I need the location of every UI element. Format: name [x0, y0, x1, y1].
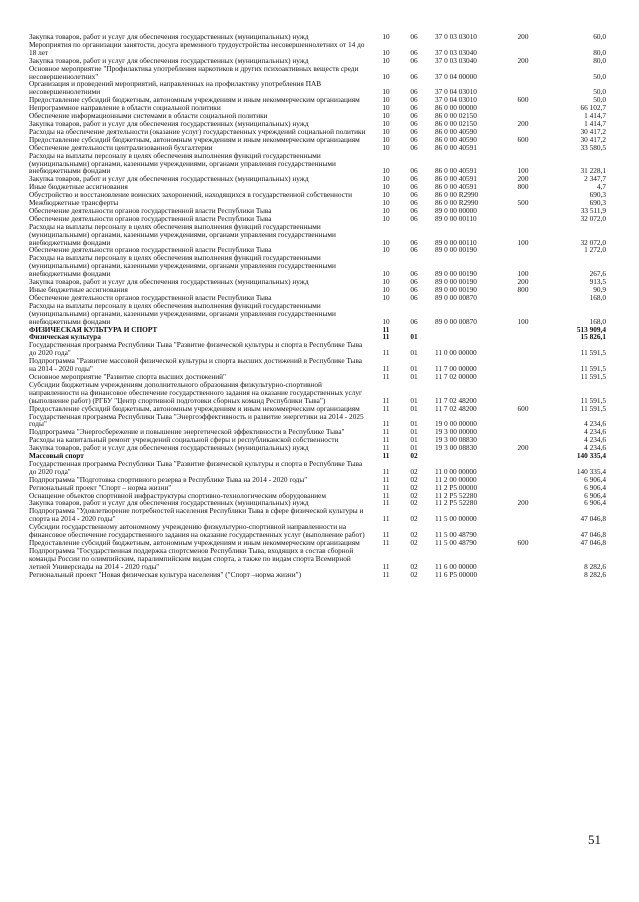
row-section: 10	[382, 103, 390, 113]
row-target-code: 11 7 00 00000	[435, 364, 477, 374]
row-name: Предоставление субсидий бюджетным, автономным учреждениям и иным некоммерческим организациям	[29, 538, 360, 547]
row-amount: 140 335,4	[576, 451, 606, 461]
row-target-code: 19 3 00 08830	[435, 443, 477, 453]
row-target-code: 37 0 04 00000	[435, 71, 477, 81]
row-name: Государственная программа Республики Тыва "Энергоэффективность и развитие энергетики на 2014 - 2025 годы"	[29, 411, 364, 429]
row-section: 10	[382, 71, 390, 81]
row-subsection: 02	[410, 538, 418, 547]
row-expense-type: 200	[517, 498, 529, 508]
row-section: 10	[382, 198, 390, 208]
row-amount: 11 591,5	[580, 403, 606, 413]
row-target-code: 11 2 P5 52280	[435, 490, 478, 500]
row-expense-type: 200	[517, 443, 529, 453]
row-subsection: 02	[410, 561, 418, 571]
row-target-code: 37 0 04 03010	[435, 87, 477, 97]
row-expense-type: 600	[517, 538, 529, 547]
row-section: 11	[382, 364, 390, 374]
row-expense-type: 600	[517, 134, 529, 144]
row-name: Подпрограмма "Энергосбережение и повышение энергетической эффективности в Республике Тыва"	[29, 427, 345, 437]
row-subsection: 06	[410, 95, 418, 105]
row-name: Закупка товаров, работ и услуг для обеспечения государственных (муниципальных) нужд	[29, 174, 309, 184]
row-subsection: 01	[410, 371, 418, 381]
row-subsection: 06	[410, 292, 418, 302]
row-amount: 60,0	[593, 32, 606, 41]
row-name: Закупка товаров, работ и услуг для обеспечения государственных (муниципальных) нужд	[29, 498, 309, 508]
row-target-code: 19 0 00 00000	[435, 419, 477, 429]
row-name: Закупка товаров, работ и услуг для обеспечения государственных (муниципальных) нужд	[29, 55, 309, 65]
row-amount: 690,3	[589, 198, 606, 208]
row-section: 10	[382, 134, 390, 144]
row-amount: 4 234,6	[584, 435, 606, 445]
row-expense-type: 600	[517, 403, 529, 413]
row-name: Государственная программа Республики Тыва "Развитие физической культуры и спорта в Республике Тыва до 2020 года"	[29, 340, 363, 358]
row-target-code: 37 0 03 03010	[435, 32, 477, 41]
row-subsection: 02	[410, 530, 418, 540]
table-row	[29, 65, 615, 81]
row-subsection: 06	[410, 71, 418, 81]
row-target-code: 86 0 00 02150	[435, 118, 477, 128]
row-target-code: 37 0 03 03040	[435, 47, 477, 57]
table-row	[29, 223, 615, 247]
row-name: Закупка товаров, работ и услуг для обеспечения государственных (муниципальных) нужд	[29, 118, 309, 128]
row-expense-type: 200	[517, 174, 529, 184]
row-target-code: 89 0 00 00870	[435, 316, 477, 326]
table-row	[29, 326, 615, 334]
row-name: Основное мероприятие "Развитие спорта высших достижений"	[29, 371, 227, 381]
row-section: 10	[382, 126, 390, 136]
row-subsection: 01	[410, 427, 418, 437]
row-amount: 47 046,8	[580, 514, 606, 524]
row-amount: 168,0	[589, 316, 606, 326]
row-name: Региональный проект "Новая физическая культура населения" ("Спорт –норма жизни")	[29, 569, 302, 579]
table-row	[29, 413, 615, 429]
row-name: Расходы на обеспечение деятельности (оказание услуг) государственных учреждений социальной политики	[29, 126, 366, 136]
row-target-code: 86 0 00 40591	[435, 182, 477, 192]
table-row	[29, 80, 615, 96]
row-section: 11	[382, 530, 390, 540]
row-name: Обустройство и восстановление воинских захоронений, находящихся в государственной собственности	[29, 190, 353, 200]
row-name: Расходы на выплаты персоналу в целях обеспечения выполнения функций государственными (муниципальными) органами, казенными учреждениями, органами управления государственными внебюджетными фондами	[29, 253, 336, 279]
row-subsection: 02	[410, 498, 418, 508]
row-name: Субсидии бюджетным учреждениям дополнительного образования физкультурно-спортивной направленности на финансовое обеспечение государственного задания на оказание государственных услуг (выполнение работ) (РГБУ "Центр спортивной подготовки сборных команд Республики Тыва")	[29, 379, 362, 405]
row-section: 11	[382, 490, 390, 500]
row-subsection: 06	[410, 55, 418, 65]
row-subsection: 01	[410, 364, 418, 374]
row-subsection: 06	[410, 87, 418, 97]
row-amount: 32 072,0	[580, 237, 606, 247]
row-target-code: 86 0 00 40590	[435, 134, 477, 144]
row-expense-type: 100	[517, 237, 529, 247]
row-expense-type: 200	[517, 118, 529, 128]
row-amount: 15 826,1	[580, 332, 606, 342]
row-section: 11	[382, 443, 390, 453]
row-name: Обеспечение деятельности органов государственной власти Республики Тыва	[29, 245, 272, 255]
row-amount: 690,3	[589, 190, 606, 200]
row-name: Предоставление субсидий бюджетным, автономным учреждениям и иным некоммерческим организациям	[29, 95, 360, 105]
row-amount: 80,0	[593, 55, 606, 65]
row-section: 10	[382, 174, 390, 184]
row-subsection: 06	[410, 32, 418, 41]
row-section: 11	[382, 427, 390, 437]
row-subsection: 01	[410, 435, 418, 445]
row-section: 10	[382, 269, 390, 279]
row-section: 10	[382, 285, 390, 294]
table-row	[29, 381, 615, 405]
row-expense-type: 100	[517, 166, 529, 176]
row-subsection: 06	[410, 316, 418, 326]
row-section: 10	[382, 111, 390, 121]
row-section: 11	[382, 435, 390, 445]
row-amount: 50,0	[593, 87, 606, 97]
row-name: ФИЗИЧЕСКАЯ КУЛЬТУРА И СПОРТ	[29, 324, 158, 334]
row-section: 10	[382, 87, 390, 97]
row-amount: 11 591,5	[580, 395, 606, 405]
row-subsection: 01	[410, 332, 418, 342]
row-target-code: 89 0 00 00110	[435, 237, 477, 247]
row-subsection: 01	[410, 419, 418, 429]
row-target-code: 89 0 00 00190	[435, 285, 477, 294]
row-subsection: 06	[410, 174, 418, 184]
row-amount: 11 591,5	[580, 371, 606, 381]
row-amount: 6 906,4	[584, 474, 606, 484]
row-target-code: 89 0 00 00110	[435, 213, 477, 223]
row-section: 10	[382, 182, 390, 192]
row-subsection: 02	[410, 466, 418, 476]
row-amount: 11 591,5	[580, 348, 606, 358]
row-name: Обеспечение деятельности органов государственной власти Республики Тыва	[29, 205, 272, 215]
row-target-code: 86 0 00 40591	[435, 166, 477, 176]
row-amount: 8 282,6	[584, 561, 606, 571]
row-name: Оснащение объектов спортивной инфраструктуры спортивно-технологическим оборудованием	[29, 490, 326, 500]
table-row	[29, 507, 615, 523]
row-subsection: 02	[410, 569, 418, 579]
row-expense-type: 800	[517, 285, 529, 294]
row-amount: 50,0	[593, 95, 606, 105]
row-amount: 11 591,5	[580, 364, 606, 374]
row-section: 10	[382, 32, 390, 41]
row-section: 10	[382, 118, 390, 128]
row-name: Субсидии государственному автономному учреждению физкультурно-спортивной направленности на финансовое обеспечение государственного задания на оказание государственных услуг (выполнение работ)	[29, 522, 365, 540]
row-section: 11	[382, 348, 390, 358]
row-amount: 1 414,7	[584, 118, 606, 128]
row-subsection: 06	[410, 111, 418, 121]
row-name: Расходы на выплаты персоналу в целях обеспечения выполнения функций государственными (муниципальными) органами, казенными учреждениями, органами управления государственными внебюджетными фондами	[29, 221, 336, 247]
row-section: 11	[382, 561, 390, 571]
row-section: 10	[382, 316, 390, 326]
row-subsection: 06	[410, 277, 418, 287]
row-section: 10	[382, 166, 390, 176]
row-section: 11	[382, 403, 390, 413]
row-section: 11	[382, 569, 390, 579]
row-target-code: 86 0 00 R2990	[435, 198, 479, 208]
table-row	[29, 547, 615, 571]
row-expense-type: 200	[517, 55, 529, 65]
row-section: 11	[382, 419, 390, 429]
row-amount: 47 046,8	[580, 530, 606, 540]
row-name: Иные бюджетные ассигнования	[29, 182, 128, 192]
row-subsection: 01	[410, 348, 418, 358]
row-expense-type: 200	[517, 32, 529, 41]
row-section: 11	[382, 482, 390, 492]
row-subsection: 02	[410, 474, 418, 484]
table-row	[29, 41, 615, 57]
row-name: Закупка товаров, работ и услуг для обеспечения государственных (муниципальных) нужд	[29, 277, 309, 287]
row-amount: 140 335,4	[576, 466, 606, 476]
row-subsection: 02	[410, 451, 418, 461]
row-target-code: 11 2 P5 00000	[435, 482, 478, 492]
row-amount: 6 906,4	[584, 482, 606, 492]
row-amount: 80,0	[593, 47, 606, 57]
row-amount: 31 228,1	[580, 166, 606, 176]
row-target-code: 86 0 00 R2990	[435, 190, 479, 200]
row-amount: 66 102,7	[580, 103, 606, 113]
row-target-code: 89 0 00 00000	[435, 205, 477, 215]
row-section: 11	[382, 332, 390, 342]
row-subsection: 06	[410, 182, 418, 192]
row-target-code: 11 6 00 00000	[435, 561, 477, 571]
row-amount: 1 272,0	[584, 245, 606, 255]
row-section: 10	[382, 95, 390, 105]
row-amount: 4 234,6	[584, 443, 606, 453]
row-name: Обеспечение деятельности органов государственной власти Республики Тыва	[29, 213, 272, 223]
row-amount: 32 072,0	[580, 213, 606, 223]
row-amount: 6 906,4	[584, 490, 606, 500]
row-amount: 6 906,4	[584, 498, 606, 508]
row-amount: 33 580,5	[580, 142, 606, 152]
row-section: 10	[382, 237, 390, 247]
row-name: Обеспечение деятельности органов государственной власти Республики Тыва	[29, 292, 272, 302]
row-section: 11	[382, 538, 390, 547]
row-target-code: 11 5 00 00000	[435, 514, 477, 524]
row-section: 10	[382, 277, 390, 287]
row-subsection: 06	[410, 198, 418, 208]
row-subsection: 06	[410, 126, 418, 136]
row-section: 10	[382, 142, 390, 152]
table-row	[29, 152, 615, 176]
row-name: Государственная программа Республики Тыва "Развитие физической культуры и спорта в Республике Тыва до 2020 года"	[29, 458, 363, 476]
row-amount: 4 234,6	[584, 427, 606, 437]
row-target-code: 11 2 00 00000	[435, 474, 477, 484]
row-name: Расходы на капитальный ремонт учреждений социальной сферы и республиканской собственности	[29, 435, 339, 445]
row-subsection: 06	[410, 134, 418, 144]
row-target-code: 86 0 00 02150	[435, 111, 477, 121]
row-amount: 50,0	[593, 71, 606, 81]
row-name: Массовый спорт	[29, 451, 84, 461]
row-subsection: 06	[410, 285, 418, 294]
row-section: 11	[382, 371, 390, 381]
row-amount: 4,7	[596, 182, 606, 192]
table-row	[29, 460, 615, 476]
row-subsection: 06	[410, 118, 418, 128]
row-amount: 168,0	[589, 292, 606, 302]
row-target-code: 11 7 02 48200	[435, 395, 477, 405]
row-subsection: 01	[410, 403, 418, 413]
row-amount: 47 046,8	[580, 538, 606, 547]
row-target-code: 89 0 00 00190	[435, 277, 477, 287]
row-name: Подпрограмма "Удовлетворение потребностей населения Республики Тыва в сфере физической культуры и спорта на 2014 - 2020 годы"	[29, 506, 364, 524]
table-row	[29, 302, 615, 326]
row-target-code: 86 0 00 40591	[435, 142, 477, 152]
row-subsection: 06	[410, 47, 418, 57]
row-section: 10	[382, 245, 390, 255]
row-amount: 90,9	[593, 285, 606, 294]
row-target-code: 11 5 00 48790	[435, 538, 477, 547]
row-name: Обеспечение информационными системами в области социальной политики	[29, 111, 268, 121]
row-name: Межбюджетные трансферты	[29, 198, 119, 208]
row-expense-type: 200	[517, 277, 529, 287]
row-subsection: 02	[410, 482, 418, 492]
row-amount: 513 909,4	[576, 324, 606, 334]
row-name: Предоставление субсидий бюджетным, автономным учреждениям и иным некоммерческим организациям	[29, 403, 360, 413]
row-target-code: 19 3 00 08830	[435, 435, 477, 445]
row-target-code: 89 0 00 00870	[435, 292, 477, 302]
row-target-code: 86 0 00 00000	[435, 103, 477, 113]
row-section: 11	[382, 514, 390, 524]
row-target-code: 19 3 00 00000	[435, 427, 477, 437]
row-amount: 8 282,6	[584, 569, 606, 579]
row-name: Закупка товаров, работ и услуг для обеспечения государственных (муниципальных) нужд	[29, 443, 309, 453]
row-name: Основное мероприятие "Профилактика употребления наркотиков и других психоактивных веществ среди несовершеннолетних"	[29, 63, 359, 81]
row-section: 11	[382, 451, 390, 461]
row-expense-type: 800	[517, 182, 529, 192]
row-subsection: 06	[410, 213, 418, 223]
row-name: Иные бюджетные ассигнования	[29, 285, 128, 294]
row-target-code: 37 0 04 03010	[435, 95, 477, 105]
row-section: 10	[382, 47, 390, 57]
row-subsection: 06	[410, 205, 418, 215]
row-section: 10	[382, 213, 390, 223]
row-expense-type: 100	[517, 269, 529, 279]
row-name: Организация и проведений мероприятий, направленных на профилактику употребления ПАВ несовершеннолетними	[29, 79, 322, 97]
row-expense-type: 100	[517, 316, 529, 326]
row-target-code: 89 0 00 00190	[435, 269, 477, 279]
row-name: Подпрограмма "Развитие массовой физической культуры и спорта высших достижений в Республике Тыва на 2014 - 2020 годы"	[29, 356, 363, 374]
row-amount: 33 511,9	[580, 205, 606, 215]
row-section: 11	[382, 474, 390, 484]
row-section: 10	[382, 55, 390, 65]
row-target-code: 86 0 00 40591	[435, 174, 477, 184]
row-target-code: 11 5 00 48790	[435, 530, 477, 540]
page-number: 51	[588, 832, 601, 847]
row-section: 11	[382, 395, 390, 405]
row-name: Подпрограмма "Подготовка спортивного резерва в Республике Тыва на 2014 - 2020 годы"	[29, 474, 308, 484]
row-subsection: 06	[410, 269, 418, 279]
row-amount: 30 417,2	[580, 126, 606, 136]
row-amount: 4 234,6	[584, 419, 606, 429]
budget-table	[29, 33, 615, 579]
row-subsection: 06	[410, 142, 418, 152]
row-subsection: 01	[410, 443, 418, 453]
row-target-code: 86 0 00 40590	[435, 126, 477, 136]
row-subsection: 06	[410, 103, 418, 113]
row-name: Региональный проект "Спорт – норма жизни"	[29, 482, 172, 492]
row-target-code: 11 0 00 00000	[435, 348, 477, 358]
row-section: 11	[382, 498, 390, 508]
row-amount: 30 417,2	[580, 134, 606, 144]
table-row	[29, 523, 615, 539]
row-name: Мероприятия по организации занятости, досуга временного трудоустройства несовершеннолетних от 14 до 18 лет	[29, 39, 365, 57]
row-name: Обеспечение деятельности централизованной бухгалтерии	[29, 142, 213, 152]
row-target-code: 11 7 02 48200	[435, 403, 477, 413]
row-target-code: 89 0 00 00190	[435, 245, 477, 255]
row-target-code: 11 0 00 00000	[435, 466, 477, 476]
row-amount: 2 347,7	[584, 174, 606, 184]
row-expense-type: 500	[517, 198, 529, 208]
row-subsection: 06	[410, 166, 418, 176]
row-section: 10	[382, 205, 390, 215]
row-expense-type: 600	[517, 95, 529, 105]
row-name: Расходы на выплаты персоналу в целях обеспечения выполнения функций государственными (муниципальными) органами, казенными учреждениями, органами управления государственными внебюджетными фондами	[29, 150, 336, 176]
table-row	[29, 254, 615, 278]
table-row	[29, 444, 615, 452]
row-subsection: 06	[410, 190, 418, 200]
row-name: Расходы на выплаты персоналу в целях обеспечения выполнения функций государственными (муниципальными) органами, казенными учреждениями, органами управления государственными внебюджетными фондами	[29, 300, 336, 326]
row-name: Подпрограмма "Государственная поддержка спортсменов Республики Тыва, входящих в состав сборной команды России по олимпийским, паралимпийским видам спорта, а также по видам спорта Всемирной летней Универсиады на 2014 - 2020 годы"	[29, 545, 354, 571]
row-amount: 913,5	[589, 277, 606, 287]
row-amount: 267,6	[589, 269, 606, 279]
row-target-code: 11 2 P5 52280	[435, 498, 478, 508]
row-subsection: 02	[410, 490, 418, 500]
row-subsection: 02	[410, 514, 418, 524]
table-row	[29, 341, 615, 357]
row-name: Закупка товаров, работ и услуг для обеспечения государственных (муниципальных) нужд	[29, 32, 309, 41]
row-name: Физическая культура	[29, 332, 101, 342]
row-section: 10	[382, 292, 390, 302]
row-section: 10	[382, 190, 390, 200]
table-row	[29, 357, 615, 373]
row-subsection: 01	[410, 395, 418, 405]
row-target-code: 37 0 03 03040	[435, 55, 477, 65]
row-amount: 1 414,7	[584, 111, 606, 121]
row-target-code: 11 7 02 00000	[435, 371, 477, 381]
row-subsection: 06	[410, 237, 418, 247]
row-name: Непрограммное направление в области социальной политики	[29, 103, 221, 113]
row-subsection: 06	[410, 245, 418, 255]
table-row	[29, 571, 615, 579]
row-section: 11	[382, 466, 390, 476]
row-section: 11	[382, 324, 390, 334]
row-target-code: 11 6 P5 00000	[435, 569, 478, 579]
row-name: Предоставление субсидий бюджетным, автономным учреждениям и иным некоммерческим организациям	[29, 134, 360, 144]
